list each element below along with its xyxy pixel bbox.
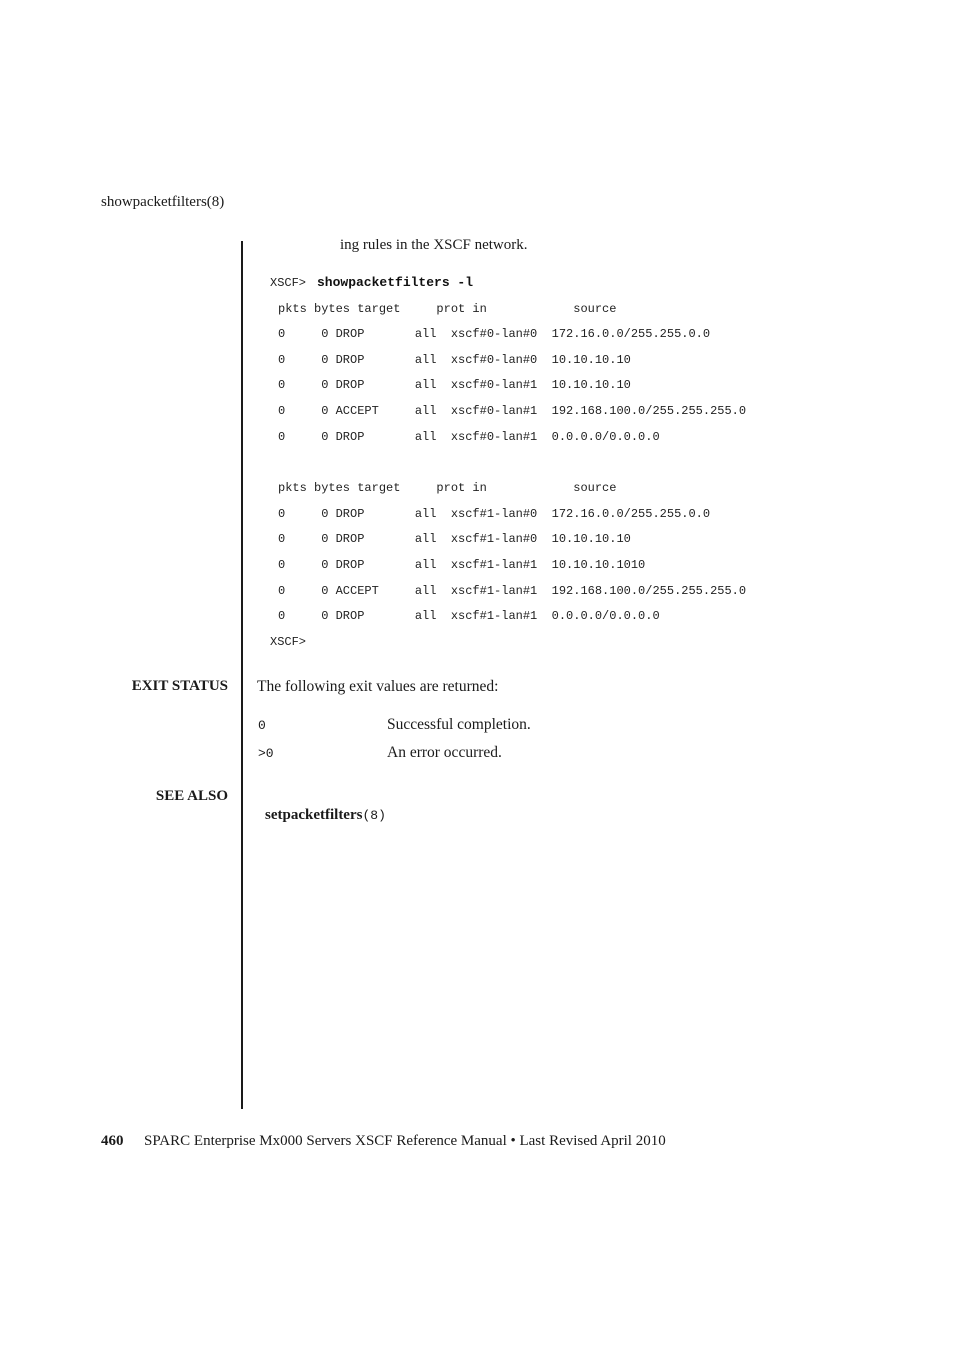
see-also-heading: SEE ALSO (155, 788, 228, 804)
exit-code: >0 (258, 746, 274, 761)
table-row: 0 0 ACCEPT all xscf#0-lan#1 192.168.100.0/255.255.255.0 (278, 404, 747, 418)
command-prompt: XSCF> (270, 276, 307, 290)
see-also-section: (8) (362, 808, 386, 823)
table-row: 0 0 DROP all xscf#1-lan#0 172.16.0.0/255.255.0.0 (278, 507, 711, 521)
page-number: 460 (101, 1133, 124, 1149)
exit-code-description: An error occurred. (387, 744, 502, 761)
exit-status-intro: The following exit values are returned: (257, 678, 499, 695)
table-row: 0 0 DROP all xscf#1-lan#1 10.10.10.1010 (278, 558, 646, 572)
section-divider-rule (241, 241, 243, 1109)
see-also-reference[interactable] (257, 788, 386, 824)
footer-title: SPARC Enterprise Mx000 Servers XSCF Reference Manual • Last Revised April 2010 (144, 1133, 666, 1149)
table-header-xscf1: pkts bytes target prot in source (278, 481, 617, 495)
end-prompt: XSCF> (270, 635, 307, 649)
exit-code: 0 (258, 718, 266, 733)
example-intro-text: ing rules in the XSCF network. (340, 237, 528, 253)
command-text: showpacketfilters -l (317, 275, 474, 290)
table-header-xscf0: pkts bytes target prot in source (278, 302, 617, 316)
exit-code-description: Successful completion. (387, 716, 531, 733)
table-row: 0 0 ACCEPT all xscf#1-lan#1 192.168.100.0/255.255.255.0 (278, 584, 747, 598)
running-header: showpacketfilters(8) (101, 194, 225, 210)
table-row: 0 0 DROP all xscf#0-lan#0 10.10.10.10 (278, 353, 631, 367)
table-row: 0 0 DROP all xscf#0-lan#1 10.10.10.10 (278, 378, 631, 392)
table-row: 0 0 DROP all xscf#1-lan#1 0.0.0.0/0.0.0.0 (278, 609, 660, 623)
see-also-command-name: setpacketfilters (265, 807, 363, 823)
table-row: 0 0 DROP all xscf#1-lan#0 10.10.10.10 (278, 532, 631, 546)
table-row: 0 0 DROP all xscf#0-lan#1 0.0.0.0/0.0.0.0 (278, 430, 660, 444)
exit-status-heading: EXIT STATUS (131, 678, 228, 694)
table-row: 0 0 DROP all xscf#0-lan#0 172.16.0.0/255.255.0.0 (278, 327, 711, 341)
